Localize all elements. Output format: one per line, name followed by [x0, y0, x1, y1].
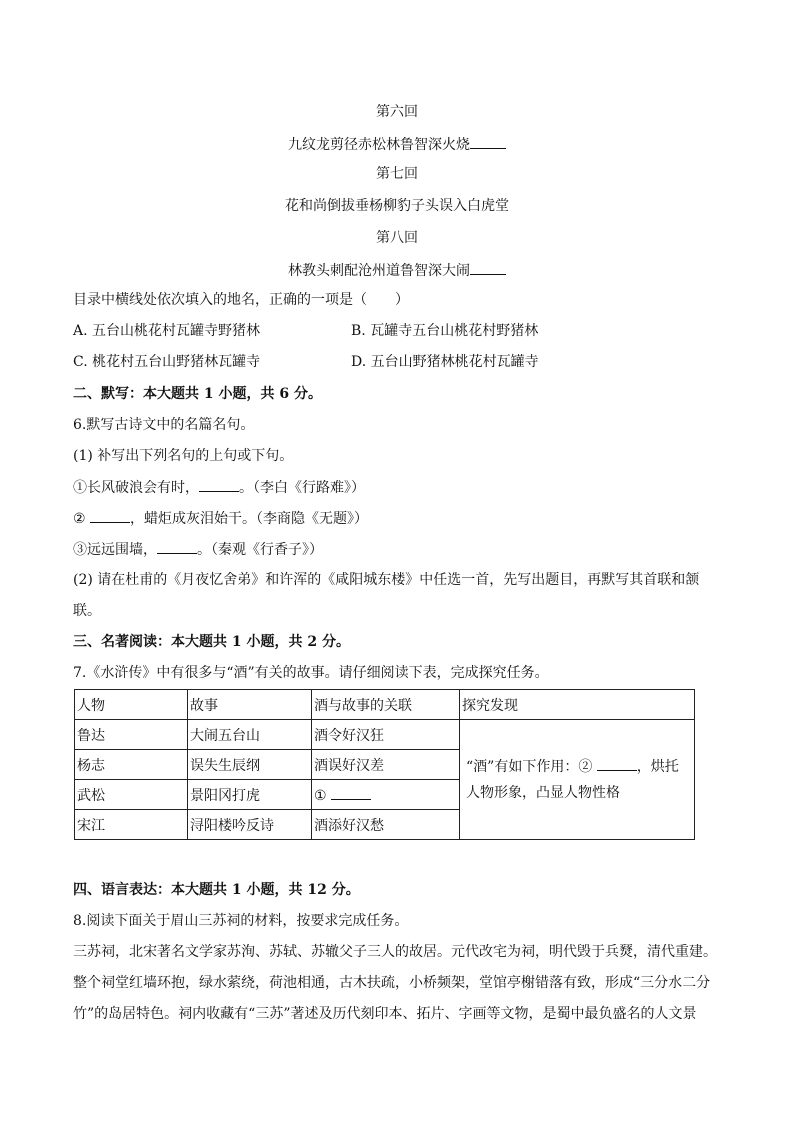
- section-3-heading: 三、名著阅读：本大题共 1 小题，共 2 分。: [73, 634, 350, 650]
- q6-item-1: [73, 477, 365, 498]
- q6-sub1: (1) 补写出下列名句的上句或下句。: [73, 448, 294, 464]
- table-header-cell: 故事: [188, 690, 312, 720]
- q6-item-3-pre: ③远远围墙，: [73, 542, 157, 558]
- table-cell: 杨志: [75, 750, 188, 780]
- q6-item-1-post: 。（李白《行路难》）: [239, 480, 365, 496]
- table-cell: 景阳冈打虎: [188, 780, 312, 810]
- chapter-8-text: 林教头刺配沧州道鲁智深大闹: [288, 263, 470, 279]
- table-cell: 武松: [75, 780, 188, 810]
- table-cell: 酒令好汉狂: [312, 720, 460, 750]
- finding-blank[interactable]: [597, 756, 637, 771]
- chapter-6-title: 第六回: [376, 104, 418, 120]
- chapter-6-line: [0, 134, 794, 155]
- table-header-cell: 人物: [75, 690, 188, 720]
- material-line-3: 竹”的岛居特色。祠内收藏有“三苏”著述及历代刻印本、拓片、字画等文物，是蜀中最负盛名的人文景: [73, 1006, 697, 1022]
- chapter-7-title: 第七回: [376, 166, 418, 182]
- chapter-8-line: [0, 260, 794, 281]
- q6-stem: 6.默写古诗文中的名篇名句。: [73, 417, 255, 433]
- finding-post: ，烘托人物形象，凸显人物性格: [466, 758, 679, 801]
- chapter-6-text: 九纹龙剪径赤松林鲁智深火烧: [288, 137, 470, 153]
- table-cell: 酒添好汉愁: [312, 810, 460, 840]
- q7-stem: 7.《水浒传》中有很多与“酒”有关的故事。请仔细阅读下表，完成探究任务。: [73, 665, 549, 681]
- q6-item-2: [73, 508, 368, 529]
- chapter-6-blank: [470, 134, 506, 149]
- q6-item-3-post: 。（秦观《行香子》）: [197, 542, 323, 558]
- q8-stem: 8.阅读下面关于眉山三苏祠的材料，按要求完成任务。: [73, 913, 409, 929]
- q6-item-3-blank[interactable]: [157, 539, 197, 554]
- q6-sub2-line-1: (2) 请在杜甫的《月夜忆舍弟》和许浑的《咸阳城东楼》中任选一首，先写出题目，再默写其首联和颔: [73, 572, 700, 588]
- q6-item-2-blank[interactable]: [90, 508, 130, 523]
- table-cell: 大闹五台山: [188, 720, 312, 750]
- finding-pre: “酒”有如下作用：②: [466, 758, 593, 775]
- table-header-cell: 探究发现: [460, 690, 695, 720]
- q6-item-1-blank[interactable]: [199, 477, 239, 492]
- table-header-cell: 酒与故事的关联: [312, 690, 460, 720]
- q5-option-d[interactable]: D. 五台山野猪林桃花村瓦罐寺: [351, 354, 539, 370]
- table-row: [75, 720, 695, 750]
- q5-option-b[interactable]: B. 瓦罐寺五台山桃花村野猪林: [351, 323, 539, 339]
- chapter-8-blank: [470, 260, 506, 275]
- table-cell-blank: [312, 780, 460, 810]
- table-cell: 酒误好汉差: [312, 750, 460, 780]
- q6-item-2-post: ，蜡炬成灰泪始干。（李商隐《无题》）: [130, 511, 369, 527]
- table-header-row: [75, 690, 695, 720]
- table-cell: 鲁达: [75, 720, 188, 750]
- table-cell: 宋江: [75, 810, 188, 840]
- blank-marker: ①: [314, 788, 327, 804]
- q6-sub2-line-2: 联。: [73, 603, 101, 619]
- chapter-7-text: 花和尚倒拔垂杨柳豹子头误入白虎堂: [285, 198, 509, 214]
- material-line-1: 三苏祠，北宋著名文学家苏洵、苏轼、苏辙父子三人的故居。元代改宅为祠，明代毁于兵燹，清代重建。: [73, 944, 717, 960]
- q5-option-c[interactable]: C. 桃花村五台山野猪林瓦罐寺: [73, 354, 261, 370]
- q6-item-2-pre: ②: [73, 511, 86, 527]
- section-2-heading: 二、默写：本大题共 1 小题，共 6 分。: [73, 386, 322, 402]
- material-line-2: 整个祠堂红墙环抱，绿水萦绕，荷池相通，古木扶疏，小桥频架，堂馆亭榭错落有致，形成“三分水二分: [73, 975, 711, 991]
- finding-cell: [460, 720, 695, 840]
- q7-table: [74, 689, 695, 840]
- q5-option-a[interactable]: A. 五台山桃花村瓦罐寺野猪林: [73, 323, 261, 339]
- table-answer-blank[interactable]: [331, 785, 371, 800]
- section-4-heading: 四、语言表达：本大题共 1 小题，共 12 分。: [73, 882, 360, 898]
- chapter-8-title: 第八回: [376, 230, 418, 246]
- q6-item-1-pre: ①长风破浪会有时，: [73, 480, 199, 496]
- q6-item-3: [73, 539, 323, 560]
- q5-stem: 目录中横线处依次填入的地名，正确的一项是（ ）: [73, 292, 409, 308]
- table-cell: 误失生辰纲: [188, 750, 312, 780]
- table-cell: 浔阳楼吟反诗: [188, 810, 312, 840]
